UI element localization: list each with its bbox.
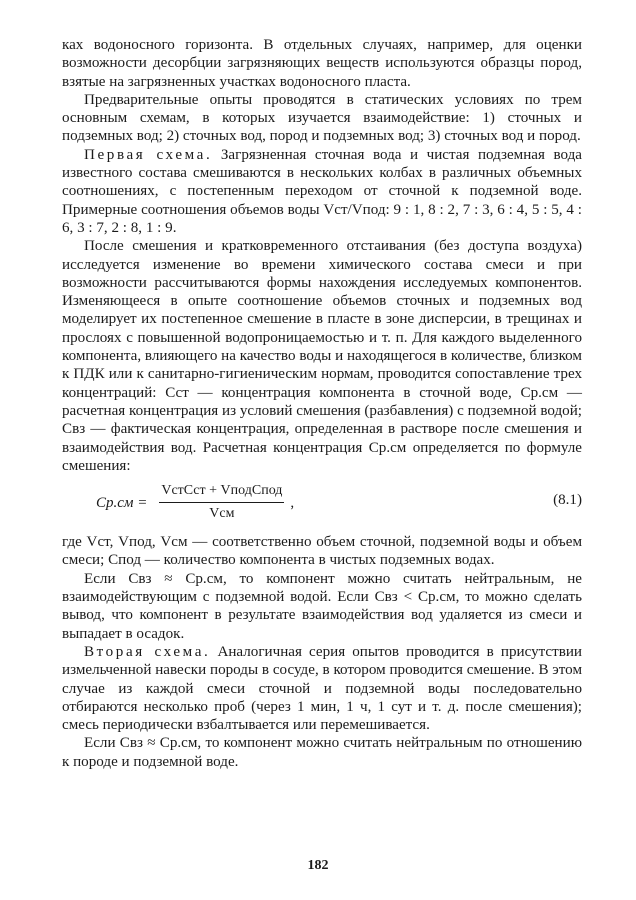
- paragraph-where: [62, 533, 582, 570]
- paragraph-text: ках водоносного горизонта. В отдельных случаях, например, для оценки возможности десорбции загрязняющих веществ используются образцы пород, взятые на загрязненных участках водоносного пласта.: [62, 37, 582, 90]
- page-number: 182: [307, 858, 329, 873]
- paragraph-text: Если Свз ≈ Ср.см, то компонент можно считать нейтральным по отношению к породе и подземной воде.: [62, 735, 582, 770]
- paragraph-text: Если Свз ≈ Ср.см, то компонент можно считать нейтральным, не взаимодействующим с подземной водой. Если Свз < Ср.см, то можно сделать вывод, что компонент в результате взаимодействия вод удаляется из смеси и выпадает в осадок.: [62, 570, 582, 642]
- equation-number: (8.1): [553, 492, 582, 509]
- paragraph-text: Предварительные опыты проводятся в статических условиях по трем основным схемам, в которых изучается взаимодействие: 1) сточных и подземных вод; 2) сточных вод, пород и подземных вод; 3) сточных вод и пород.: [62, 91, 582, 145]
- paragraph-scheme-one: [62, 146, 582, 237]
- formula-denominator: Vсм: [209, 506, 235, 522]
- scheme-heading: Вторая схема.: [84, 643, 211, 660]
- mixing-formula: [96, 482, 294, 524]
- paragraph-mixing: [62, 237, 582, 475]
- paragraph-scheme-two: [62, 643, 582, 734]
- paragraph-text: После смешения и кратковременного отстаивания (без доступа воздуха) исследуется изменение во времени химического состава смеси и при возможности рассчитываются формы нахождения исследуемых компонентов. Изменяющееся в опыте соотношение объемов сточных и подземных вод моделирует их постепенное смешение в пласте в зоне дисперсии, в трещинах и прослоях с повышенной водопроницаемостью и т. п. Для каждого выделенного компонента, влияющего на качество воды и находящегося в количестве, близком к ПДК или к санитарно-гигиеническим нормам, проводится сопоставление трех концентраций: Сст — концентрация компонента в сточной воде, Ср.см — расчетная концентрация из условий смешения (разбавления) с подземной водой; Свз — фактическая концентрация, определенная в растворе после смешения и взаимодействия вод. Расчетная концентрация Ср.см определяется по формуле смешения:: [62, 238, 582, 474]
- paragraph-continuation: [62, 36, 582, 91]
- paragraph-text: Загрязненная сточная вода и чистая подземная вода известного состава смешиваются в нескольких колбах в различных объемных соотношениях, с постепенным переходом от сточной к подземной воде. Примерные соотношения объемов воды Vст/Vпод: 9 : 1, 8 : 2, 7 : 3, 6 : 4, 5 : 5, 4 : 6, 3 : 7, 2 : 8, 1 : 9.: [62, 146, 582, 236]
- formula-block: [62, 479, 582, 529]
- page-body: [62, 36, 582, 771]
- paragraph-text: Аналогичная серия опытов проводится в присутствии измельченной навески породы в сосуде, в котором проводится смешение. В этом случае из каждой смеси сточной и подземной воды последовательно отбираются несколько проб (через 1 мин, 1 ч, 1 сут и т. д. после смешения); смесь периодически взбалтывается или перемешивается.: [62, 643, 582, 734]
- paragraph-text: где Vст, Vпод, Vсм — соответственно объем сточной, подземной воды и объем смеси; Спод — количество компонента в чистых подземных водах.: [62, 534, 582, 569]
- paragraph-rock-neutral: [62, 734, 582, 771]
- scheme-heading: Первая схема.: [84, 146, 213, 163]
- paragraph-neutral-condition: [62, 570, 582, 643]
- formula-lhs: Ср.см =: [96, 494, 148, 511]
- formula-trailing-comma: ,: [290, 494, 295, 511]
- formula-numerator: VстСст + VподСпод: [159, 482, 284, 503]
- formula-fraction: [159, 482, 284, 524]
- paragraph-preliminary-tests: [62, 91, 582, 146]
